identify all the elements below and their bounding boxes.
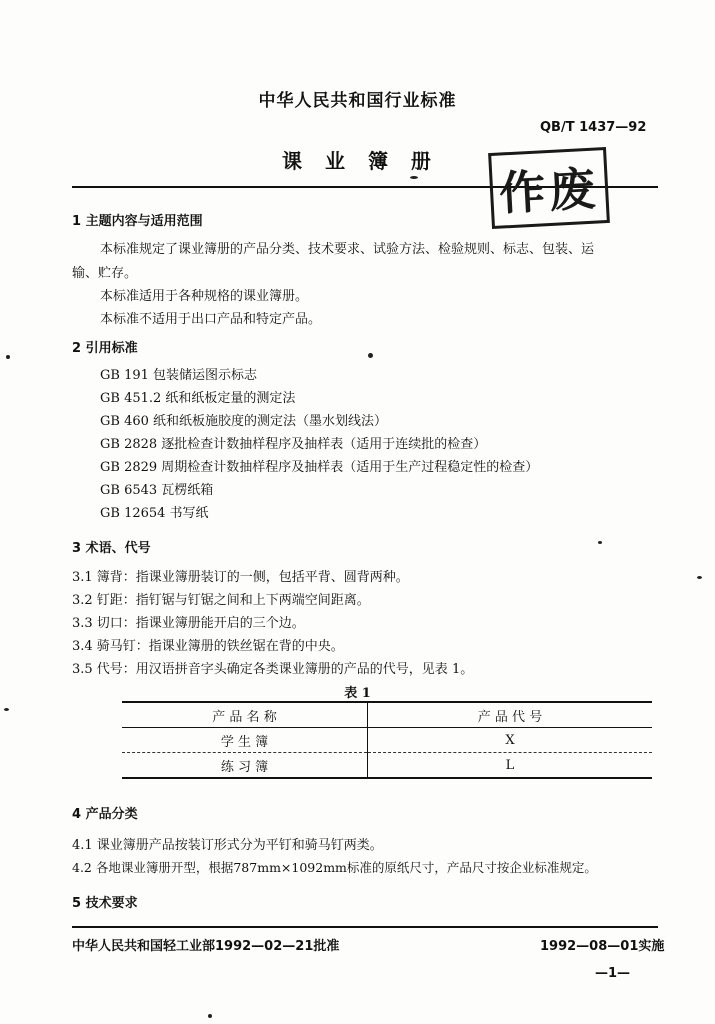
- document-title: 课 业 簿 册: [282, 149, 433, 173]
- standard-code: QB/T 1437—92: [540, 120, 647, 135]
- term-item: 3.4 骑马钉：指课业簿册的铁丝锯在背的中央。: [72, 639, 344, 654]
- section-2-heading: 2 引用标准: [72, 341, 138, 356]
- term-item: 3.5 代号：用汉语拼音字头确定各类课业簿册的产品的代号，见表 1。: [72, 662, 474, 677]
- page-number: —1—: [595, 966, 631, 981]
- approval-line: 中华人民共和国轻工业部1992—02—21批准: [72, 939, 340, 954]
- section-1-para1-line1: 本标准规定了课业簿册的产品分类、技术要求、试验方法、检验规则、标志、包装、运: [100, 242, 595, 257]
- table-cell: L: [505, 757, 515, 773]
- classification-item: 4.2 各地课业簿册开型，根据787mm×1092mm标准的原纸尺寸，产品尺寸按企业标准规定。: [72, 860, 597, 875]
- scan-speck: [368, 353, 373, 358]
- table-row: [122, 753, 652, 779]
- reference-item: GB 191 包装储运图示标志: [100, 368, 258, 383]
- section-1-heading: 1 主题内容与适用范围: [72, 214, 203, 229]
- table-row: [122, 728, 652, 753]
- term-item: 3.1 簿背：指课业簿册装订的一侧，包括平背、圆背两种。: [72, 570, 409, 585]
- scan-speck: [6, 355, 10, 359]
- table-cell: X: [505, 732, 515, 748]
- table-1: [122, 701, 652, 779]
- section-3-heading: 3 术语、代号: [72, 541, 151, 556]
- scan-speck: [697, 576, 702, 579]
- section-1-para1-line2: 输、贮存。: [72, 266, 138, 281]
- section-5-heading: 5 技术要求: [72, 896, 138, 911]
- section-1-para3: 本标准不适用于出口产品和特定产品。: [100, 312, 322, 327]
- table-1-caption: 表 1: [344, 686, 371, 701]
- org-title: 中华人民共和国行业标准: [258, 91, 457, 111]
- table-header-row: [122, 702, 652, 728]
- reference-item: GB 2828 逐批检查计数抽样程序及抽样表（适用于连续批的检查）: [100, 437, 487, 452]
- reference-item: GB 460 纸和纸板施胶度的测定法（墨水划线法）: [100, 414, 388, 429]
- table-header-cell: 产 品 名 称: [122, 702, 368, 728]
- section-4-heading: 4 产品分类: [72, 807, 138, 822]
- section-1-para2: 本标准适用于各种规格的课业簿册。: [100, 289, 309, 304]
- footer-rule: [72, 926, 658, 928]
- term-item: 3.2 钉距：指钉锯与钉锯之间和上下两端空间距离。: [72, 593, 370, 608]
- reference-item: GB 451.2 纸和纸板定量的测定法: [100, 391, 296, 406]
- reference-item: GB 2829 周期检查计数抽样程序及抽样表（适用于生产过程稳定性的检查）: [100, 460, 539, 475]
- reference-item: GB 12654 书写纸: [100, 506, 209, 521]
- scan-speck: [598, 541, 602, 544]
- table-cell: 学 生 簿: [122, 728, 368, 753]
- table-header-cell: 产 品 代 号: [477, 709, 543, 725]
- reference-item: GB 6543 瓦楞纸箱: [100, 483, 214, 498]
- classification-item: 4.1 课业簿册产品按装订形式分为平钉和骑马钉两类。: [72, 838, 383, 853]
- term-item: 3.3 切口：指课业簿册能开启的三个边。: [72, 616, 305, 631]
- scan-speck: [410, 176, 418, 179]
- scan-speck: [4, 708, 9, 711]
- obsolete-stamp: 作废: [488, 147, 610, 229]
- table-cell: 练 习 簿: [122, 753, 368, 779]
- scan-speck: [208, 1014, 212, 1018]
- effective-date: 1992—08—01实施: [540, 939, 665, 954]
